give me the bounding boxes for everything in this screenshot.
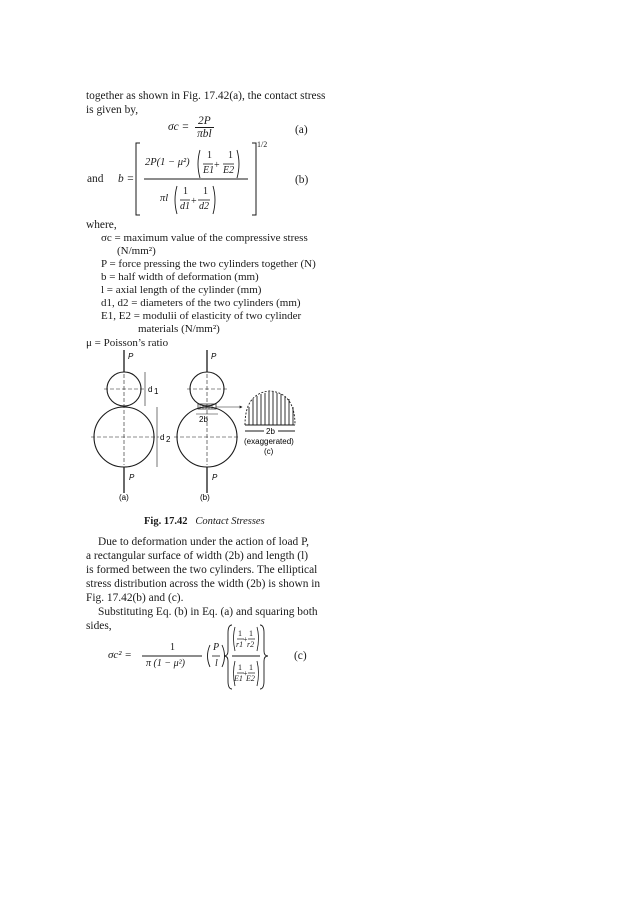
equation-a-numerator: 2P xyxy=(195,115,214,128)
figure-c-2b-label: 2b xyxy=(266,427,275,436)
figure-b-2b-label: 2b xyxy=(199,415,208,424)
equation-c-den: π (1 − μ²) xyxy=(146,658,185,669)
para3-line2: sides, xyxy=(86,620,112,632)
where-item-mu: μ = Poisson’s ratio xyxy=(86,337,169,349)
equation-b-num-den2: E2 xyxy=(223,165,235,176)
figure-a-load-top: P xyxy=(128,352,134,361)
para2-line4: stress distribution across the width (2b) is shown in xyxy=(86,578,321,590)
figure-caption-number: Fig. 17.42 xyxy=(144,516,188,527)
figure-c-label: (c) xyxy=(264,447,274,456)
equation-b-den-a: πl xyxy=(160,193,169,204)
figure-c-exaggerated: (exaggerated) xyxy=(244,437,294,446)
where-item-b: b = half width of deformation (mm) xyxy=(101,271,259,283)
where-item-sigma: σc = maximum value of the compressive stress xyxy=(101,232,308,244)
equation-b-exponent: 1/2 xyxy=(257,140,268,149)
figure-b-cylinders xyxy=(174,350,242,493)
equation-b-num-den1: E1 xyxy=(203,165,215,176)
equation-c-r1: r1 xyxy=(236,640,244,649)
where-item-d: d1, d2 = diameters of the two cylinders (mm) xyxy=(101,297,301,309)
figure-b-label: (b) xyxy=(200,493,210,502)
equation-c-r2: r2 xyxy=(247,640,255,649)
equation-a-denominator: πbl xyxy=(197,128,212,140)
figure-caption xyxy=(144,516,265,527)
equation-c-l: l xyxy=(215,658,218,669)
equation-c-P: P xyxy=(213,642,220,653)
svg-text:+: + xyxy=(243,635,248,644)
equation-c-E2: E2 xyxy=(246,674,255,683)
figure-a-d2-label: d xyxy=(160,433,165,442)
svg-text:+: + xyxy=(191,196,197,207)
contact-stress-diagram xyxy=(82,347,312,502)
equation-a-lhs: σc = xyxy=(168,121,190,134)
equation-a-fraction xyxy=(195,115,214,140)
svg-text:1: 1 xyxy=(238,663,242,672)
equation-c-E1: E1 xyxy=(234,674,243,683)
svg-text:1: 1 xyxy=(249,663,253,672)
figure-a-d1-sub: 1 xyxy=(154,387,159,396)
figure-a-d1-label: d xyxy=(148,385,153,394)
equation-a-label: (a) xyxy=(295,124,308,136)
where-item-sigma-unit: (N/mm²) xyxy=(117,245,156,257)
where-item-E-unit: materials (N/mm²) xyxy=(138,323,220,335)
where-item-E: E1, E2 = modulii of elasticity of two cylinder xyxy=(101,310,302,322)
figure-a-label: (a) xyxy=(119,493,129,502)
svg-text:+: + xyxy=(214,160,220,171)
where-item-P: P = force pressing the two cylinders together (N) xyxy=(101,258,316,270)
equation-b-den-one1: 1 xyxy=(183,186,188,197)
where-heading: where, xyxy=(86,219,117,231)
figure-a-cylinders xyxy=(91,350,159,493)
figure-b-load-bottom: P xyxy=(212,473,218,482)
para2-line1: Due to deformation under the action of load P, xyxy=(98,536,309,548)
where-item-l: l = axial length of the cylinder (mm) xyxy=(101,284,262,296)
svg-text:+: + xyxy=(243,669,248,678)
para2-line2: a rectangular surface of width (2b) and length (l) xyxy=(86,550,309,562)
equation-c-label: (c) xyxy=(294,650,307,662)
figure-caption-title: Contact Stresses xyxy=(195,516,265,527)
equation-b-lhs: b = xyxy=(118,173,135,185)
equation-b-den-one2: 1 xyxy=(203,186,208,197)
equation-b-and: and xyxy=(87,173,104,185)
equation-b-den-den1: d1 xyxy=(180,201,190,212)
equation-c-one: 1 xyxy=(170,642,175,653)
svg-text:1: 1 xyxy=(249,629,253,638)
para1-line1: together as shown in Fig. 17.42(a), the contact stress xyxy=(86,90,326,102)
svg-text:1: 1 xyxy=(238,629,242,638)
equation-b-num-frac1: 1 xyxy=(207,150,212,161)
para3-line1: Substituting Eq. (b) in Eq. (a) and squaring both xyxy=(98,606,318,618)
figure-c-stress-distribution xyxy=(245,391,295,431)
equation-c-lhs: σc² = xyxy=(108,649,132,661)
equation-a xyxy=(168,115,214,140)
equation-b-num-frac2: 1 xyxy=(228,150,233,161)
equation-b-den-den2: d2 xyxy=(199,201,209,212)
equation-b-label: (b) xyxy=(295,174,309,186)
para1-line2: is given by, xyxy=(86,104,139,116)
figure-a-load-bottom: P xyxy=(129,473,135,482)
para2-line3: is formed between the two cylinders. The elliptical xyxy=(86,564,318,576)
para2-line5: Fig. 17.42(b) and (c). xyxy=(86,592,184,604)
equation-b-num-a: 2P(1 − μ²) xyxy=(145,157,190,168)
figure-a-d2-sub: 2 xyxy=(166,435,171,444)
figure-b-load-top: P xyxy=(211,352,217,361)
